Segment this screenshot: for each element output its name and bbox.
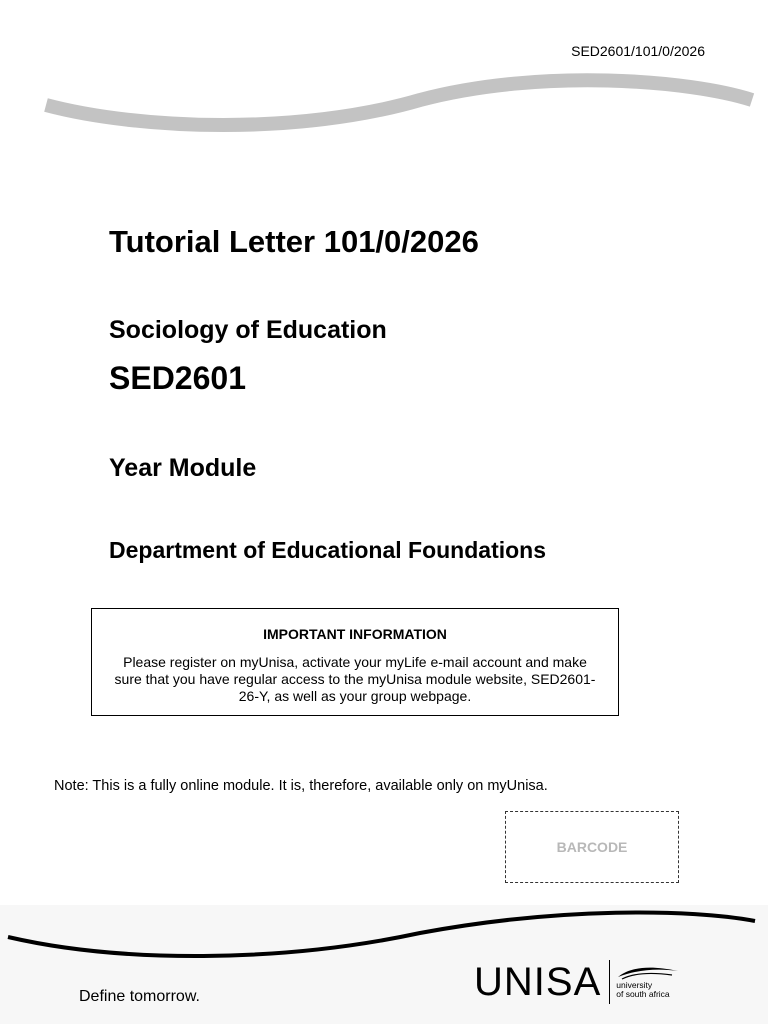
logo-university-text: university bbox=[616, 980, 653, 990]
online-module-note: Note: This is a fully online module. It is, therefore, available only on myUnisa. bbox=[54, 778, 548, 794]
module-subject: Sociology of Education bbox=[109, 316, 387, 344]
important-information-box bbox=[91, 608, 619, 716]
logo-divider bbox=[609, 960, 610, 1004]
unisa-wordmark: UNISA bbox=[474, 960, 602, 1004]
wing-icon bbox=[616, 965, 680, 981]
logo-south-africa-text: of south africa bbox=[616, 989, 670, 999]
important-information-heading: IMPORTANT INFORMATION bbox=[263, 626, 447, 642]
barcode-placeholder bbox=[505, 811, 679, 883]
department-name: Department of Educational Foundations bbox=[109, 537, 547, 563]
logo-right-block bbox=[616, 960, 680, 1004]
footer-tagline: Define tomorrow. bbox=[79, 988, 200, 1005]
unisa-logo bbox=[474, 960, 680, 1004]
module-duration: Year Module bbox=[109, 454, 257, 482]
top-swoosh-decoration bbox=[0, 60, 768, 150]
tutorial-letter-title: Tutorial Letter 101/0/2026 bbox=[109, 224, 479, 259]
module-code: SED2601 bbox=[109, 360, 246, 396]
document-reference: SED2601/101/0/2026 bbox=[571, 43, 705, 59]
important-information-body: Please register on myUnisa, activate your myLife e-mail account and make sure that you have regular access to the myUnisa module website, SED2601-26-Y, as well as your group webpage. bbox=[114, 654, 596, 704]
barcode-label: BARCODE bbox=[556, 839, 628, 855]
